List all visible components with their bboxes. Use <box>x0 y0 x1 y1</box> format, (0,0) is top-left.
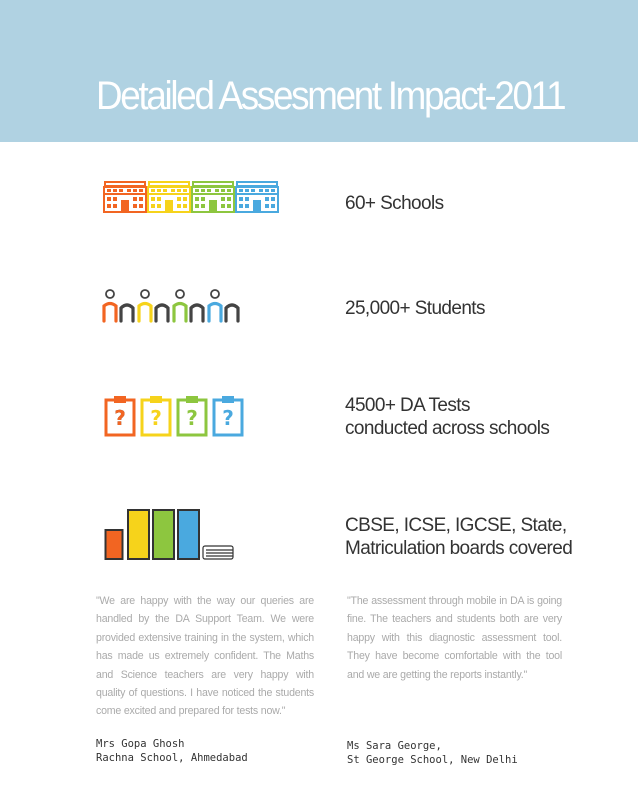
books-icon <box>104 508 236 560</box>
author-name: Ms Sara George, <box>347 740 442 752</box>
stat-schools: 60+ Schools <box>345 193 444 214</box>
author-name: Mrs Gopa Ghosh <box>96 738 185 750</box>
header-banner <box>0 0 638 142</box>
testimonial-quote: "The assessment through mobile in DA is going fine. The teachers and students both are very happy with this diagnostic assessment tool. They have become comfortable with the tool and we are getting the reports instantly." <box>347 595 562 681</box>
testimonial-author <box>347 739 518 767</box>
author-school: St George School, New Delhi <box>347 754 518 766</box>
students-icon <box>101 288 246 324</box>
author-school: Rachna School, Ahmedabad <box>96 752 248 764</box>
page-title: Detailed Assesment Impact-2011 <box>96 74 565 118</box>
testimonial-author <box>96 737 248 765</box>
stat-tests: 4500+ DA Tests conducted across schools <box>345 395 550 439</box>
testimonial-quote: "We are happy with the way our queries are handled by the DA Support Team. We were provided extensive training in the system, which has made us extremely confident. The Maths and Science teachers are very happy with quality of questions. I have noticed the students come excited and prepared for tests now." <box>96 595 314 718</box>
stat-boards: CBSE, ICSE, IGCSE, State, Matriculation boards covered <box>345 515 573 559</box>
stat-students: 25,000+ Students <box>345 298 485 319</box>
school-buildings-icon <box>103 180 281 213</box>
test-clipboards-icon <box>104 394 244 438</box>
